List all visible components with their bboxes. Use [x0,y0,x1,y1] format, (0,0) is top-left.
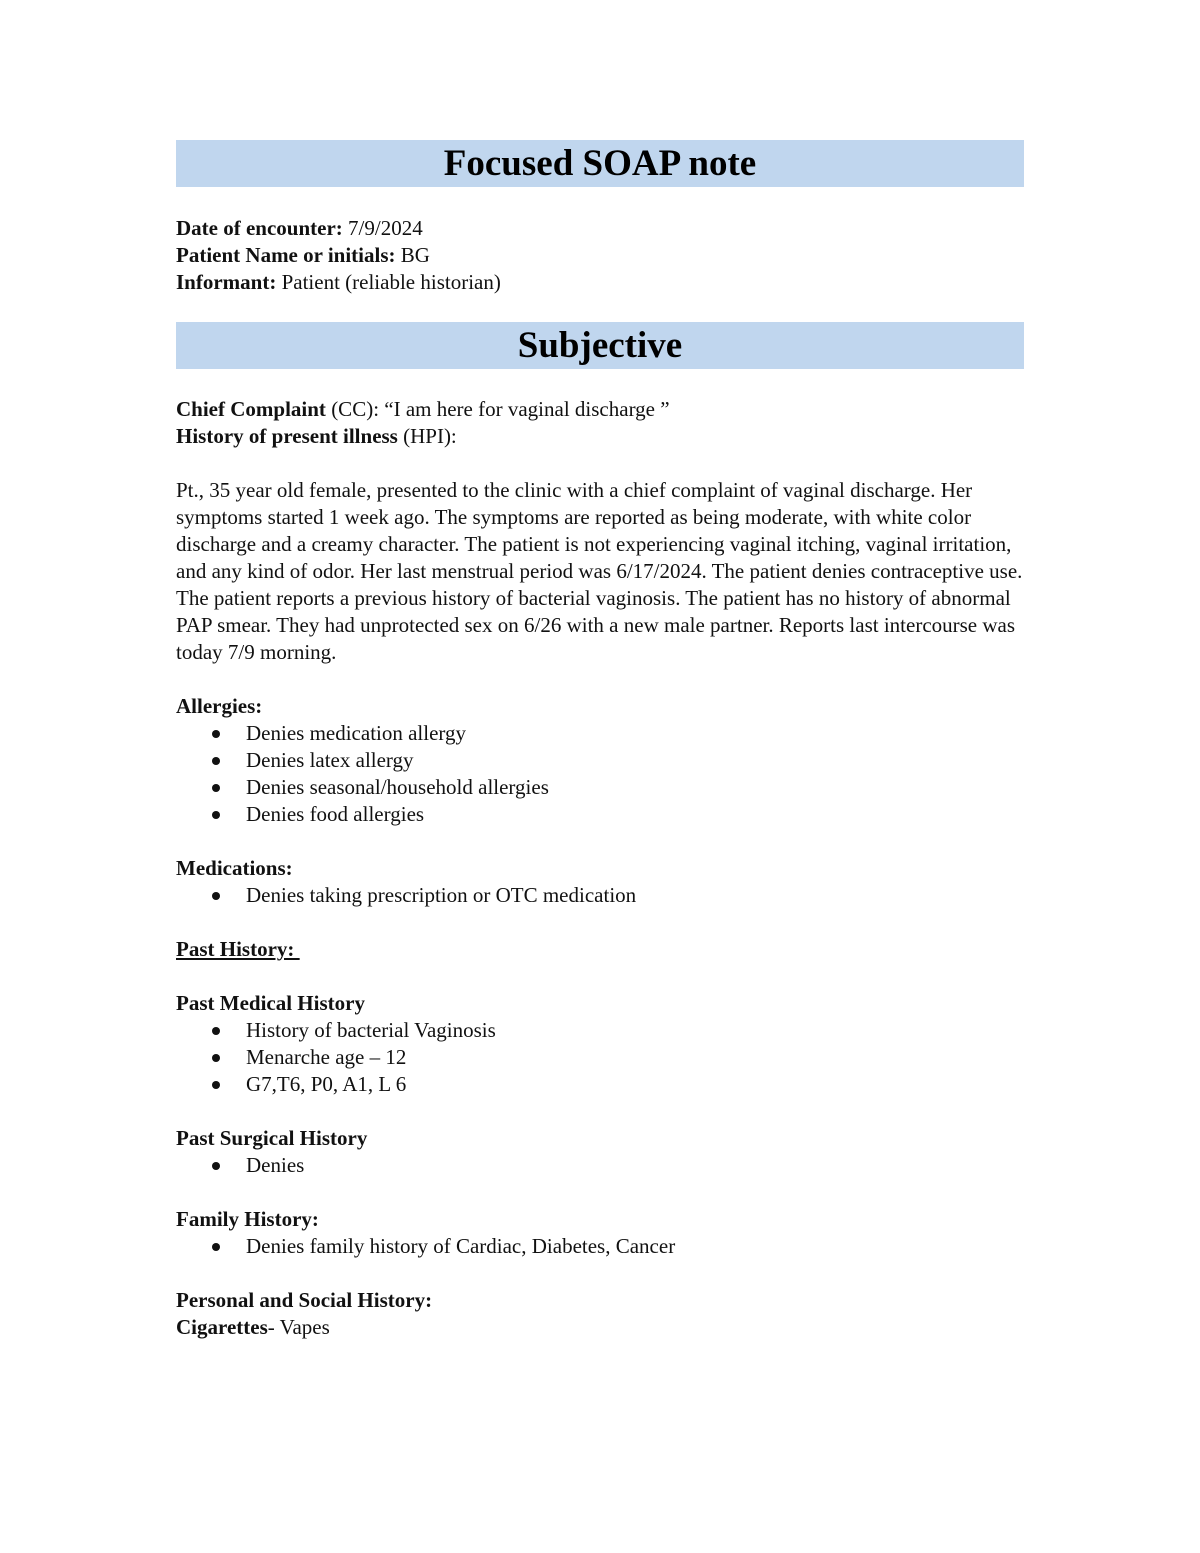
family-section [176,1206,1024,1260]
list-item [176,747,1024,774]
cc-line [176,396,1024,423]
bullet-icon [212,757,220,765]
bullet-icon [212,1081,220,1089]
list-item [176,1233,1024,1260]
social-heading: Personal and Social History: [176,1288,433,1312]
list-item [176,1044,1024,1071]
list-item-text: Denies family history of Cardiac, Diabetes, Cancer [246,1234,676,1258]
list-item [176,882,1024,909]
list-item [176,1071,1024,1098]
cc-label: Chief Complaint [176,397,326,421]
cigarettes-label: Cigarettes [176,1315,268,1339]
cc-text: (CC): “I am here for vaginal discharge ” [325,397,670,421]
past-medical-heading: Past Medical History [176,991,365,1015]
bullet-icon [212,1054,220,1062]
list-item [176,1152,1024,1179]
informant-value: Patient (reliable historian) [276,270,501,294]
subjective-banner: Subjective [176,322,1024,369]
family-list [176,1233,1024,1260]
social-section [176,1287,1024,1341]
informant-label: Informant: [176,270,277,294]
past-history-heading: Past History: [176,937,300,961]
bullet-icon [212,892,220,900]
informant-line [176,269,1024,296]
date-value: 7/9/2024 [342,216,423,240]
hpi-label: History of present illness [176,424,398,448]
list-item [176,720,1024,747]
list-item [176,1017,1024,1044]
allergies-list [176,720,1024,828]
patient-value: BG [395,243,430,267]
past-surgical-heading: Past Surgical History [176,1126,368,1150]
cigarettes-line [176,1314,1024,1341]
list-item-text: Menarche age – 12 [246,1045,407,1069]
list-item-text: Denies [246,1153,305,1177]
list-item-text: Denies food allergies [246,802,425,826]
list-item-text: Denies seasonal/household allergies [246,775,549,799]
list-item [176,774,1024,801]
document-content [176,140,1024,1341]
list-item-text: History of bacterial Vaginosis [246,1018,496,1042]
cigarettes-value: - Vapes [267,1315,330,1339]
bullet-icon [212,784,220,792]
encounter-meta [176,215,1024,296]
past-surgical-list [176,1152,1024,1179]
bullet-icon [212,1162,220,1170]
allergies-section [176,693,1024,828]
patient-line [176,242,1024,269]
bullet-icon [212,730,220,738]
family-heading: Family History: [176,1207,319,1231]
complaint-block [176,396,1024,450]
date-line [176,215,1024,242]
date-label: Date of encounter: [176,216,343,240]
medications-heading: Medications: [176,856,293,880]
list-item-text: G7,T6, P0, A1, L 6 [246,1072,407,1096]
hpi-line [176,423,1024,450]
past-surgical-section [176,1125,1024,1179]
medications-section [176,855,1024,909]
hpi-paragraph: Pt., 35 year old female, presented to the clinic with a chief complaint of vaginal discharge. Her symptoms started 1 week ago. The symptoms are reported as being moderate, with white color discharge and a creamy character. The patient is not experiencing vaginal itching, vaginal irritation, and any kind of odor. Her last menstrual period was 6/17/2024. The patient denies contraceptive use. The patient reports a previous history of bacterial vaginosis. The patient has no history of abnormal PAP smear. They had unprotected sex on 6/26 with a new male partner. Reports last intercourse was today 7/9 morning. [176,478,1023,664]
medications-list [176,882,1024,909]
patient-label: Patient Name or initials: [176,243,396,267]
past-medical-list [176,1017,1024,1098]
bullet-icon [212,1243,220,1251]
title-banner: Focused SOAP note [176,140,1024,187]
list-item-text: Denies latex allergy [246,748,414,772]
bullet-icon [212,811,220,819]
list-item-text: Denies taking prescription or OTC medication [246,883,637,907]
list-item [176,801,1024,828]
past-medical-section [176,990,1024,1098]
hpi-text: (HPI): [397,424,457,448]
bullet-icon [212,1027,220,1035]
list-item-text: Denies medication allergy [246,721,467,745]
allergies-heading: Allergies: [176,694,263,718]
